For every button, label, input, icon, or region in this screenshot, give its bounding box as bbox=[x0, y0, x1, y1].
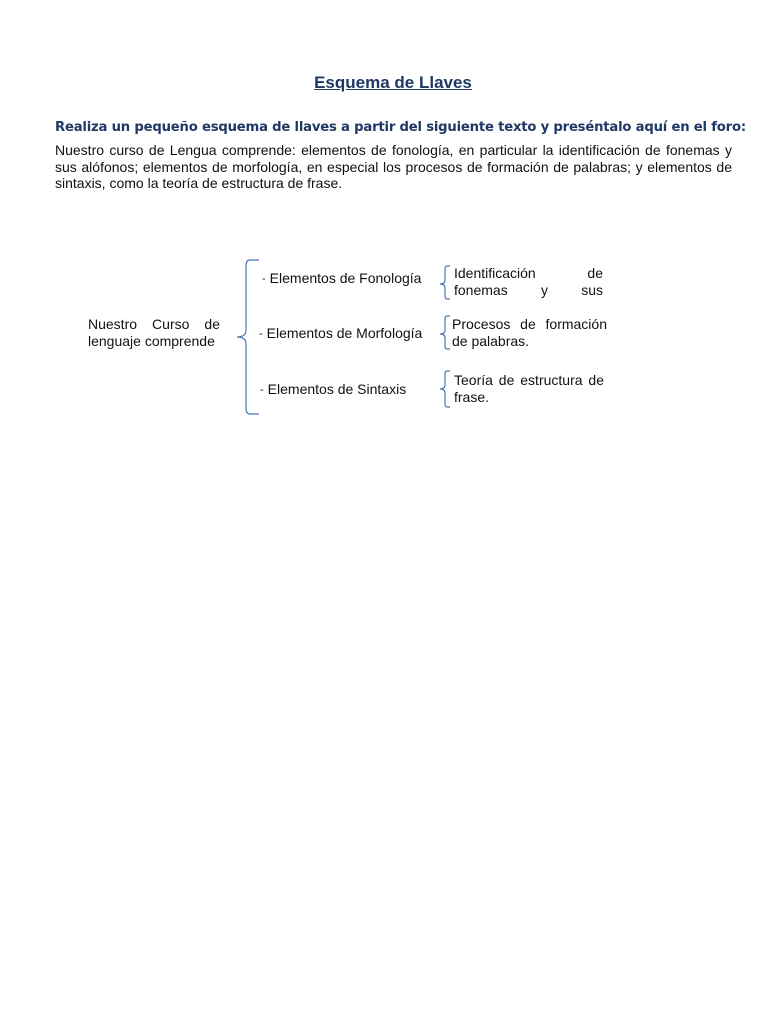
bullet-dash: - bbox=[260, 384, 264, 396]
source-paragraph: Nuestro curso de Lengua comprende: elementos de fonología, en particular la identificación de fonemas y sus alófonos; elementos de morfología, en especial los procesos de formación de palabras; y elementos de sintaxis, como la teoría de estructura de frase. bbox=[55, 142, 732, 191]
detail-morfologia: Procesos de formación de palabras. bbox=[452, 316, 607, 349]
brace-morfologia bbox=[440, 316, 450, 349]
instruction-heading: Realiza un pequeño esquema de llaves a partir del siguiente texto y preséntalo aquí en el foro: bbox=[55, 120, 746, 135]
brace-fonologia bbox=[440, 266, 450, 299]
scheme-root: Nuestro Curso de lenguaje comprende bbox=[88, 316, 220, 349]
branch-label: Elementos de Morfología bbox=[266, 325, 423, 341]
branch-morfologia bbox=[259, 325, 422, 341]
bullet-dash: - bbox=[259, 328, 263, 340]
bullet-dash: - bbox=[262, 273, 266, 285]
branch-label: Elementos de Sintaxis bbox=[267, 381, 407, 397]
branch-fonologia bbox=[262, 270, 421, 286]
brace-sintaxis bbox=[440, 371, 450, 407]
detail-fonologia: Identificación de fonemas y sus bbox=[454, 265, 603, 298]
main-brace bbox=[237, 260, 259, 414]
branch-label: Elementos de Fonología bbox=[269, 270, 422, 286]
detail-sintaxis: Teoría de estructura de frase. bbox=[454, 372, 604, 405]
branch-sintaxis bbox=[260, 381, 406, 397]
page-title: Esquema de Llaves bbox=[314, 73, 472, 92]
